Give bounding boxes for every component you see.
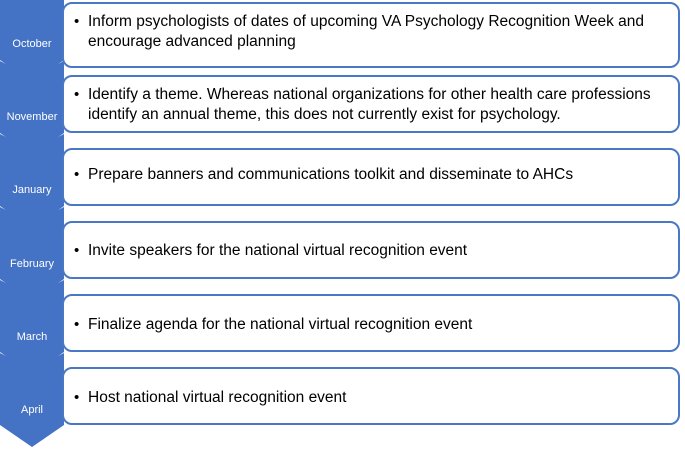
card-content	[74, 85, 670, 125]
card-april	[62, 367, 680, 425]
card-content	[74, 241, 670, 261]
card-content	[74, 165, 670, 185]
month-label-october: October	[12, 38, 52, 50]
card-november	[62, 75, 680, 133]
card-text: Identify a theme. Whereas national organizations for other health care professions identify an annual theme, this does not currently exist for psychology.	[88, 86, 651, 123]
card-february	[62, 221, 680, 279]
month-label-november: November	[6, 111, 58, 123]
month-label-march: March	[16, 331, 48, 343]
bullet-icon: •	[74, 242, 80, 259]
bullet-icon: •	[74, 13, 80, 30]
card-content	[74, 388, 670, 408]
card-text: Inform psychologists of dates of upcoming VA Psychology Recognition Week and encourage advanced planning	[88, 13, 645, 50]
card-text: Finalize agenda for the national virtual recognition event	[88, 316, 473, 333]
card-october	[62, 2, 680, 68]
bullet-icon: •	[74, 389, 80, 406]
card-january	[62, 148, 680, 206]
card-content	[74, 12, 670, 52]
card-content	[74, 315, 670, 335]
month-label-april: April	[20, 404, 43, 416]
month-label-january: January	[12, 184, 52, 196]
bullet-icon: •	[74, 166, 80, 183]
month-label-february: February	[9, 258, 55, 270]
card-text: Invite speakers for the national virtual recognition event	[88, 242, 468, 259]
bullet-icon: •	[74, 86, 80, 103]
bullet-icon: •	[74, 316, 80, 333]
card-text: Prepare banners and communications toolkit and disseminate to AHCs	[88, 166, 574, 183]
card-text: Host national virtual recognition event	[88, 389, 347, 406]
card-march	[62, 294, 680, 352]
